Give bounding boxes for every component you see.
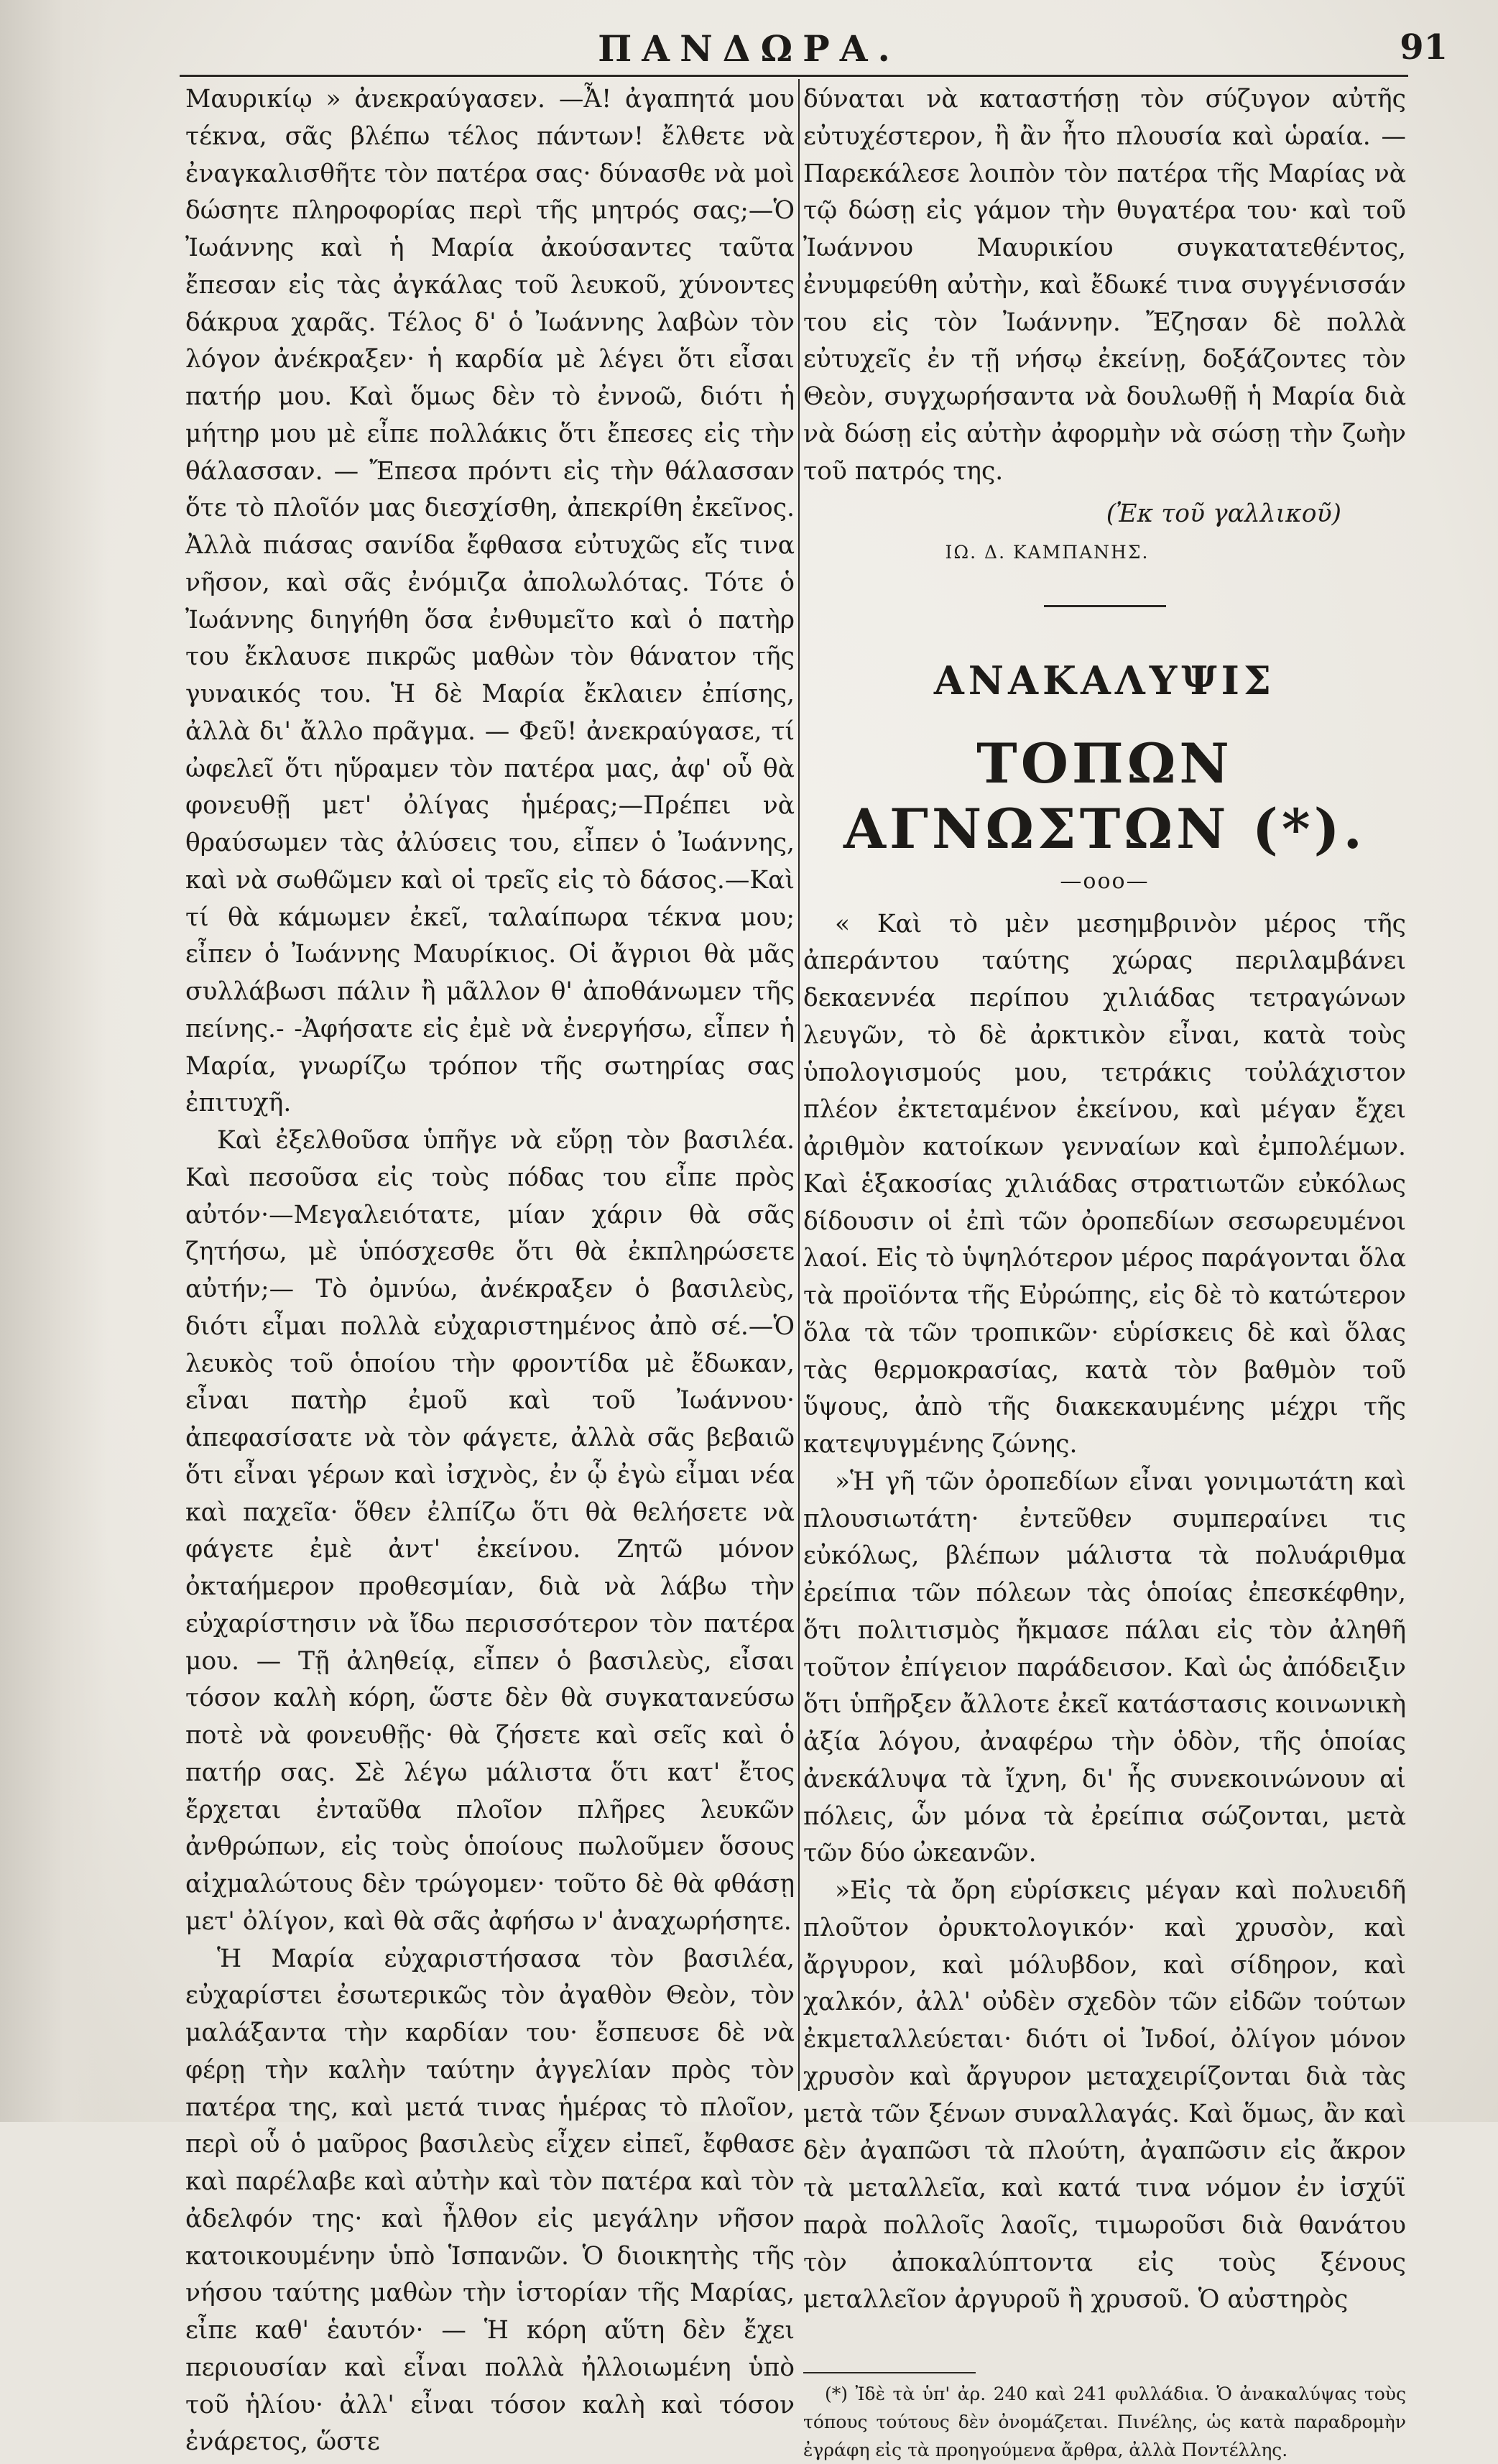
- page-gutter-shadow: [0, 0, 108, 2122]
- article-paragraph: »Ἡ γῆ τῶν ὀροπεδίων εἶναι γονιμωτάτη καὶ πλουσιωτάτη· ἐντεῦθεν συμπεραίνει τις εὐκόλως, βλέπων μάλιστα τὰ πολυάριθμα ἐρείπια τῶν πόλεων τὰς ὁποίας ἐπεσκέφθην, ὅτι πολιτισμὸς ἤκμασε πάλαι εἰς τὸν ἀληθῆ τοῦτον ἐπίγειον παράδεισον. Καὶ ὡς ἀπόδειξιν ὅτι ὑπῆρξεν ἄλλοτε ἐκεῖ κατάστασις κοινωνικὴ ἀξία λόγου, ἀναφέρω τὴν ὁδὸν, τῆς ὁποίας ἀνεκάλυψα τὰ ἴχνη, δι' ἧς συνεκοινώνουν αἱ πόλεις, ὧν μόνα τὰ ἐρείπια σώζονται, μετὰ τῶν δύο ὠκεανῶν.: [803, 1467, 1406, 1868]
- footnote-rule: [803, 2372, 976, 2373]
- author-signature: ΙΩ. Δ. ΚΑΜΠΑΝΗΣ.: [945, 542, 1150, 563]
- left-column: [185, 81, 795, 2461]
- title-ornament: —ooo—: [1060, 868, 1150, 894]
- story-paragraph: Ἡ Μαρία εὐχαριστήσασα τὸν βασιλέα, εὐχαρίστει ἐσωτερικῶς τὸν ἀγαθὸν Θεὸν, τὸν μαλάξαντα τὴν καρδίαν του· ἔσπευσε δὲ νὰ φέρῃ τὴν καλὴν ταύτην ἀγγελίαν πρὸς τὸν πατέρα της, καὶ μετά τινας ἡμέρας τὸ πλοῖον, περὶ οὗ ὁ μαῦρος βασιλεὺς εἶχεν εἰπεῖ, ἔφθασε καὶ παρέλαβε καὶ αὐτὴν καὶ τὸν πατέρα καὶ τὸν ἀδελφόν της· καὶ ἦλθον εἰς μεγάλην νῆσον κατοικουμένην ὑπὸ Ἱσπανῶν. Ὁ διοικητὴς τῆς νήσου ταύτης μαθὼν τὴν ἱστορίαν τῆς Μαρίας, εἶπε καθ' ἑαυτόν· — Ἡ κόρη αὕτη δὲν ἔχει περιουσίαν καὶ εἶναι πολλὰ ἠλλοιωμένη ὑπὸ τοῦ ἡλίου· ἀλλ' εἶναι τόσον καλὴ καὶ τόσον ἐνάρετος, ὥστε: [185, 1944, 795, 2457]
- section-separator: [1044, 605, 1166, 607]
- story-paragraph: Καὶ ἐξελθοῦσα ὑπῆγε νὰ εὕρῃ τὸν βασιλέα. Καὶ πεσοῦσα εἰς τοὺς πόδας του εἶπε πρὸς αὐτόν·—Μεγαλειότατε, μίαν χάριν θὰ σᾶς ζητήσω, μὲ ὑπόσχεσθε ὅτι θὰ ἐκπληρώσετε αὐτήν;— Τὸ ὀμνύω, ἀνέκραξεν ὁ βασιλεὺς, διότι εἶμαι πολλὰ εὐχαριστημένος ἀπὸ σέ.—Ὁ λευκὸς τοῦ ὁποίου τὴν φροντίδα μὲ ἔδωκαν, εἶναι πατὴρ ἐμοῦ καὶ τοῦ Ἰωάννου· ἀπεφασίσατε νὰ τὸν φάγετε, ἀλλὰ σᾶς βεβαιῶ ὅτι εἶναι γέρων καὶ ἰσχνὸς, ἐν ᾧ ἐγὼ εἶμαι νέα καὶ παχεῖα· ὅθεν ἐλπίζω ὅτι θὰ θελήσετε νὰ φάγετε ἐμὲ ἀντ' ἐκείνου. Ζητῶ μόνον ὀκταήμερον προθεσμίαν, διὰ νὰ λάβω τὴν εὐχαρίστησιν νὰ ἴδω περισσότερον τὸν πατέρα μου. — Τῇ ἀληθείᾳ, εἶπεν ὁ βασιλεὺς, εἶσαι τόσον καλὴ κόρη, ὥστε δὲν θὰ συγκατανεύσω ποτὲ νὰ φονευθῇς· θὰ ζήσετε καὶ σεῖς καὶ ὁ πατήρ σας. Σὲ λέγω μάλιστα ὅτι κατ' ἔτος ἔρχεται ἐνταῦθα πλοῖον πλῆρες λευκῶν ἀνθρώπων, εἰς τοὺς ὁποίους πωλοῦμεν ὅσους αἰχμαλώτους δὲν τρώγομεν· τοῦτο δὲ θὰ φθάσῃ μετ' ὀλίγον, καὶ θὰ σᾶς ἀφήσω ν' ἀναχωρήσητε.: [185, 1126, 795, 1936]
- article-subtitle: ΤΟΠΩΝ ΑΓΝΩΣΤΩΝ (*).: [843, 732, 1367, 862]
- article-title: ΑΝΑΚΑΛΥΨΙΣ: [933, 657, 1276, 703]
- article-paragraph: »Εἰς τὰ ὄρη εὑρίσκεις μέγαν καὶ πολυειδῆ πλοῦτον ὀρυκτολογικόν· καὶ χρυσὸν, καὶ ἄργυρον, καὶ μόλυβδον, καὶ σίδηρον, καὶ χαλκόν, ἀλλ' οὐδὲν σχεδὸν τῶν εἰδῶν τούτων ἐκμεταλλεύεται· διότι οἱ Ἰνδοί, ὀλίγον μόνον χρυσὸν καὶ ἄργυρον μεταχειρίζονται διὰ τὰς μετὰ τῶν ξένων συναλλαγάς. Καὶ ὅμως, ἂν καὶ δὲν ἀγαπῶσι τὰ πλούτη, ἀγαπῶσιν εἰς ἄκρον τὰ μεταλλεῖα, καὶ κατά τινα νόμον ἐν ἰσχύϊ παρὰ πολλοῖς λαοῖς, τιμωροῦσι διὰ θανάτου τὸν ἀποκαλύπτοντα εἰς τοὺς ξένους μεταλλεῖον ἀργυροῦ ἢ χρυσοῦ. Ὁ αὐστηρὸς: [803, 1876, 1406, 2315]
- footnote: (*) Ἰδὲ τὰ ὑπ' ἀρ. 240 καὶ 241 φυλλάδια. Ὁ ἀνακαλύψας τοὺς τόπους τούτους δὲν ὀνομάζεται. Πινέλης, ὡς κατὰ παραδρομὴν ἐγράφη εἰς τὰ προηγούμενα ἄρθρα, ἀλλὰ Ποντέλλης.: [803, 2384, 1406, 2460]
- story-paragraph: Μαυρικίῳ » ἀνεκραύγασεν. —Ἆ! ἀγαπητά μου τέκνα, σᾶς βλέπω τέλος πάντων! ἔλθετε νὰ ἐναγκαλισθῆτε τὸν πατέρα σας· δύνασθε νὰ μοὶ δώσητε πληροφορίας περὶ τῆς μητρός σας;—Ὁ Ἰωάννης καὶ ἡ Μαρία ἀκούσαντες ταῦτα ἔπεσαν εἰς τὰς ἀγκάλας τοῦ λευκοῦ, χύνοντες δάκρυα χαρᾶς. Τέλος δ' ὁ Ἰωάννης λαβὼν τὸν λόγον ἀνέκραξεν· ἡ καρδία μὲ λέγει ὅτι εἶσαι πατήρ μου. Καὶ ὅμως δὲν τὸ ἐννοῶ, διότι ἡ μήτηρ μου μὲ εἶπε πολλάκις ὅτι ἔπεσες εἰς τὴν θάλασσαν. — Ἔπεσα πρόντι εἰς τὴν θάλασσαν ὅτε τὸ πλοῖόν μας διεσχίσθη, ἀπεκρίθη ἐκεῖνος. Ἀλλὰ πιάσας σανίδα ἔφθασα εὐτυχῶς εἴς τινα νῆσον, καὶ σᾶς ἐνόμιζα ἀπολωλότας. Τότε ὁ Ἰωάννης διηγήθη ὅσα ἐνθυμεῖτο καὶ ὁ πατὴρ του ἔκλαυσε πικρῶς μαθὼν τὸν θάνατον τῆς γυναικός του. Ἡ δὲ Μαρία ἔκλαιεν ἐπίσης, ἀλλὰ δι' ἄλλο πρᾶγμα. — Φεῦ! ἀνεκραύγασε, τί ὠφελεῖ ὅτι ηὕραμεν τὸν πατέρα μας, ἀφ' οὗ θὰ φονευθῇ μετ' ὀλίγας ἡμέρας;—Πρέπει νὰ θραύσωμεν τὰς ἀλύσεις του, εἶπεν ὁ Ἰωάννης, καὶ νὰ σωθῶμεν καὶ οἱ τρεῖς εἰς τὸ δάσος.—Καὶ τί θὰ κάμωμεν ἐκεῖ, ταλαίπωρα τέκνα μου; εἶπεν ὁ Ἰωάννης Μαυρίκιος. Οἱ ἄγριοι θὰ μᾶς συλλάβωσι πάλιν ἢ μᾶλλον θ' ἀποθάνωμεν τῆς πείνης.- -Ἀφήσατε εἰς ἐμὲ νὰ ἐνεργήσω, εἶπεν ἡ Μαρία, γνωρίζω τρόπον τῆς σωτηρίας σας ἐπιτυχῆ.: [185, 85, 795, 1118]
- running-header: [0, 27, 1498, 70]
- right-column: [803, 81, 1406, 2464]
- story-ending: δύναται νὰ καταστήσῃ τὸν σύζυγον αὐτῆς εὐτυχέστερον, ἢ ἂν ἦτο πλουσία καὶ ὡραία. — Παρεκάλεσε λοιπὸν τὸν πατέρα τῆς Μαρίας νὰ τῷ δώσῃ εἰς γάμον τὴν θυγατέρα του· καὶ τοῦ Ἰωάννου Μαυρικίου συγκατατεθέντος, ἐνυμφεύθη αὐτὴν, καὶ ἔδωκέ τινα συγγένισσάν του εἰς τὸν Ἰωάννην. Ἔζησαν δὲ πολλὰ εὐτυχεῖς ἐν τῇ νήσῳ ἐκείνῃ, δοξάζοντες τὸν Θεὸν, συγχωρήσαντα νὰ δουλωθῇ ἡ Μαρία διὰ νὰ δώσῃ εἰς αὐτὴν ἀφορμὴν νὰ σώσῃ τὴν ζωὴν τοῦ πατρός της.: [803, 85, 1406, 486]
- journal-title: ΠΑΝΔΩΡΑ.: [598, 27, 900, 70]
- page-number: 91: [1400, 27, 1448, 68]
- column-divider: [798, 79, 800, 2091]
- translation-source: (Ἐκ τοῦ γαλλικοῦ): [1106, 499, 1341, 529]
- header-rule: [180, 75, 1408, 77]
- article-paragraph: « Καὶ τὸ μὲν μεσημβρινὸν μέρος τῆς ἀπεράντου ταύτης χώρας περιλαμβάνει δεκαεννέα περίπου χιλιάδας τετραγώνων λευγῶν, τὸ δὲ ἀρκτικὸν εἶναι, κατὰ τοὺς ὑπολογισμούς μου, τετράκις τοὐλάχιστον πλέον ἐκτεταμένον ἐκείνου, καὶ μέγαν ἔχει ἀριθμὸν κατοίκων γενναίων καὶ ἐμπολέμων. Καὶ ἑξακοσίας χιλιάδας στρατιωτῶν εὐκόλως δίδουσιν οἱ ἐπὶ τῶν ὀροπεδίων σεσωρευμένοι λαοί. Εἰς τὸ ὑψηλότερον μέρος παράγονται ὅλα τὰ προϊόντα τῆς Εὐρώπης, εἰς δὲ τὸ κατώτερον ὅλα τὰ τῶν τροπικῶν· εὑρίσκεις δὲ καὶ ὅλας τὰς θερμοκρασίας, κατὰ τὸν βαθμὸν τοῦ ὕψους, ἀπὸ τῆς διακεκαυμένης μέχρι τῆς κατεψυγμένης ζώνης.: [803, 909, 1406, 1459]
